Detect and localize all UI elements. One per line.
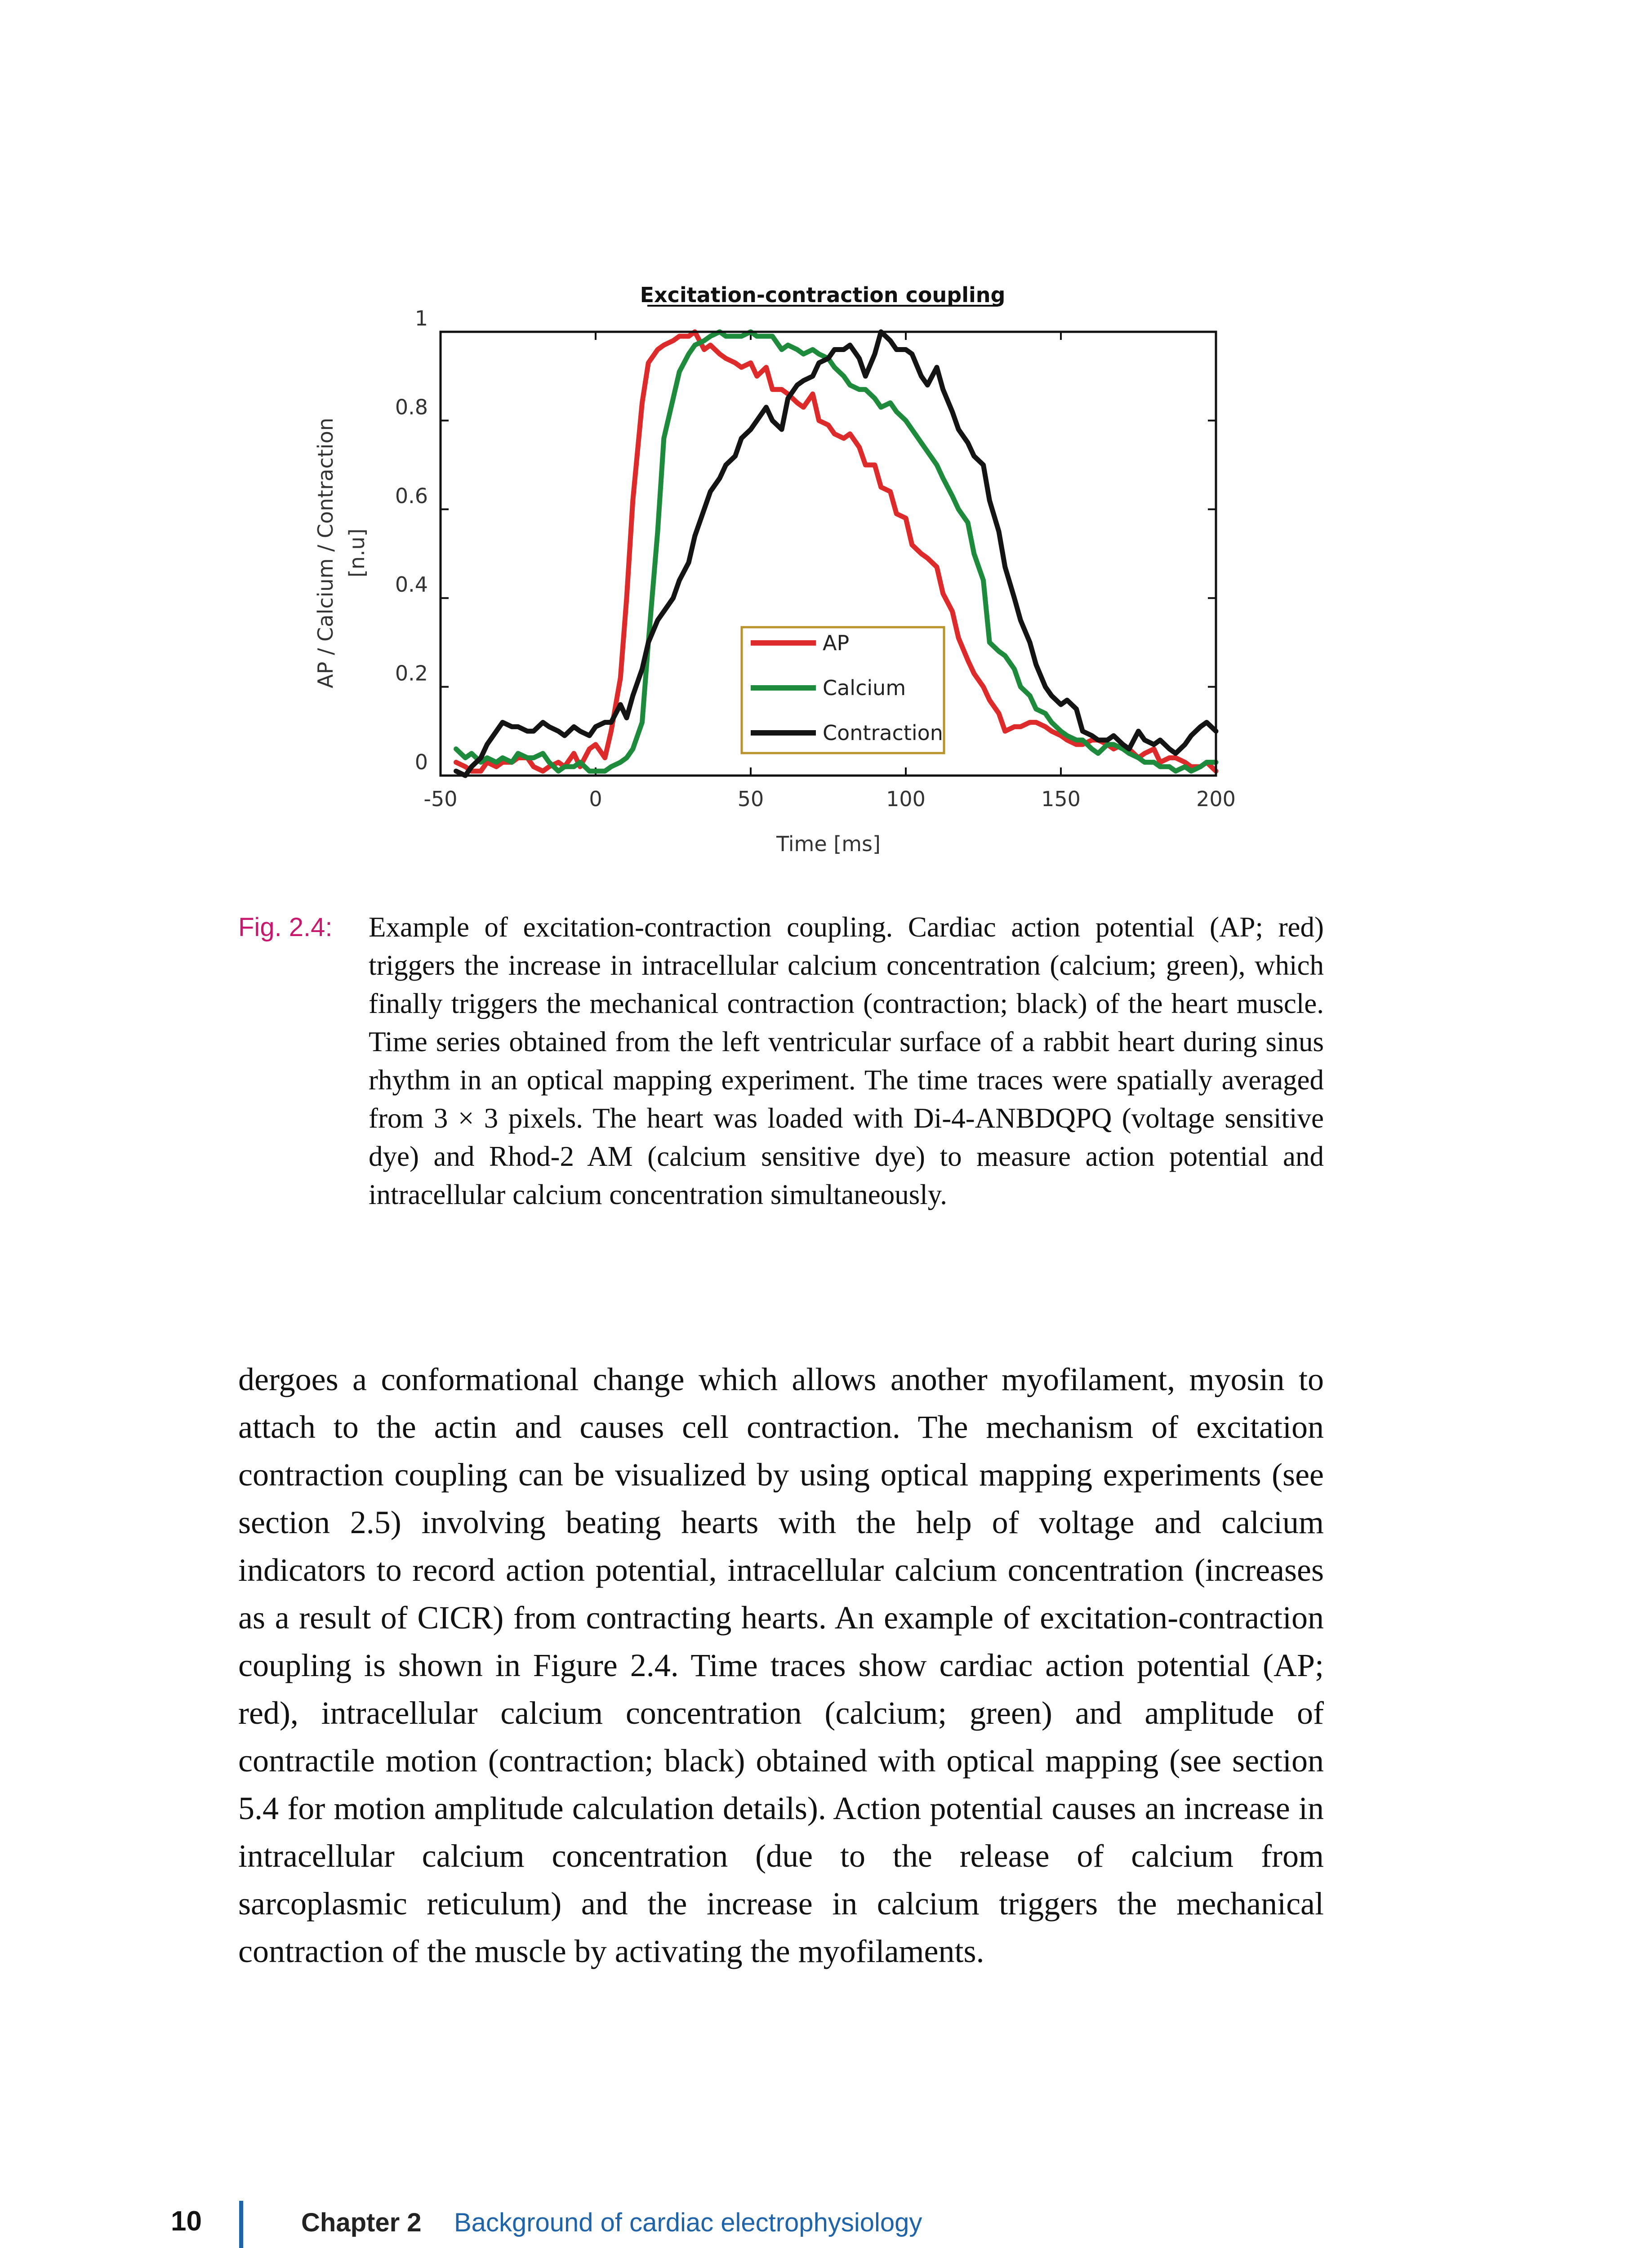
x-tick-label: 150 [1041, 787, 1081, 811]
page-number: 10 [171, 2206, 202, 2237]
figure-caption [238, 908, 1324, 1214]
legend-label-ap: AP [823, 631, 850, 655]
legend-label-contraction: Contraction [823, 721, 943, 745]
figure-caption-text: Example of excitation-contraction coupling. Cardiac action potential (AP; red) triggers the increase in intracellular calcium concentration (calcium; green), which finally triggers the mechanical contraction (contraction; black) of the heart muscle. Time series obtained from the left ventricular surface of a rabbit heart during sinus rhythm in an optical mapping experiment. The time traces were spatially averaged from 3 × 3 pixels. The heart was loaded with Di-4-ANBDQPQ (voltage sensitive dye) and Rhod-2 AM (calcium sensitive dye) to measure action potential and intracellular calcium concentration simultaneously. [369, 911, 1324, 1210]
excitation-contraction-chart [0, 0, 1652, 877]
y-tick-label: 0.4 [395, 572, 428, 597]
y-axis-label [313, 418, 369, 688]
chart-title: Excitation-contraction coupling [640, 283, 1006, 307]
y-tick-label: 0.2 [395, 661, 428, 686]
footer-rule [239, 2201, 243, 2248]
figure-caption-label: Fig. 2.4: [238, 913, 333, 942]
body-text [238, 1356, 1324, 1975]
x-tick-label: 0 [589, 787, 602, 811]
chapter-title: Background of cardiac electrophysiology [454, 2208, 922, 2237]
y-tick-label: 0.6 [395, 483, 428, 508]
legend-label-calcium: Calcium [823, 676, 906, 700]
y-axis-label-line1: AP / Calcium / Contraction [313, 418, 338, 688]
y-tick-label: 1 [414, 306, 428, 330]
x-tick-label: -50 [423, 787, 458, 811]
chapter-label: Chapter 2 [301, 2208, 422, 2237]
body-paragraph: dergoes a conformational change which allows another myofilament, myosin to attach to the actin and causes cell contraction. The mechanism of excitation contraction coupling can be visualized by using optical mapping experiments (see section 2.5) involving beating hearts with the help of voltage and calcium indicators to record action potential, intracellular calcium concentration (increases as a result of CICR) from contracting hearts. An example of excitation-contraction coupling is shown in Figure 2.4. Time traces show cardiac action potential (AP; red), intracellular calcium concentration (calcium; green) and amplitude of contractile motion (contraction; black) obtained with optical mapping (see section 5.4 for motion amplitude calculation details). Action potential causes an increase in intracellular calcium concentration (due to the release of calcium from sarcoplasmic reticulum) and the increase in calcium triggers the mechanical contraction of the muscle by activating the myofilaments. [238, 1361, 1324, 1969]
x-tick-label: 100 [886, 787, 926, 811]
chart-legend [742, 627, 944, 753]
y-axis-label-line2: [n.u] [345, 528, 369, 578]
x-tick-label: 200 [1196, 787, 1236, 811]
y-tick-label: 0 [414, 750, 428, 774]
x-tick-label: 50 [737, 787, 764, 811]
y-tick-label: 0.8 [395, 395, 428, 419]
x-axis-label: Time [ms] [776, 832, 881, 856]
